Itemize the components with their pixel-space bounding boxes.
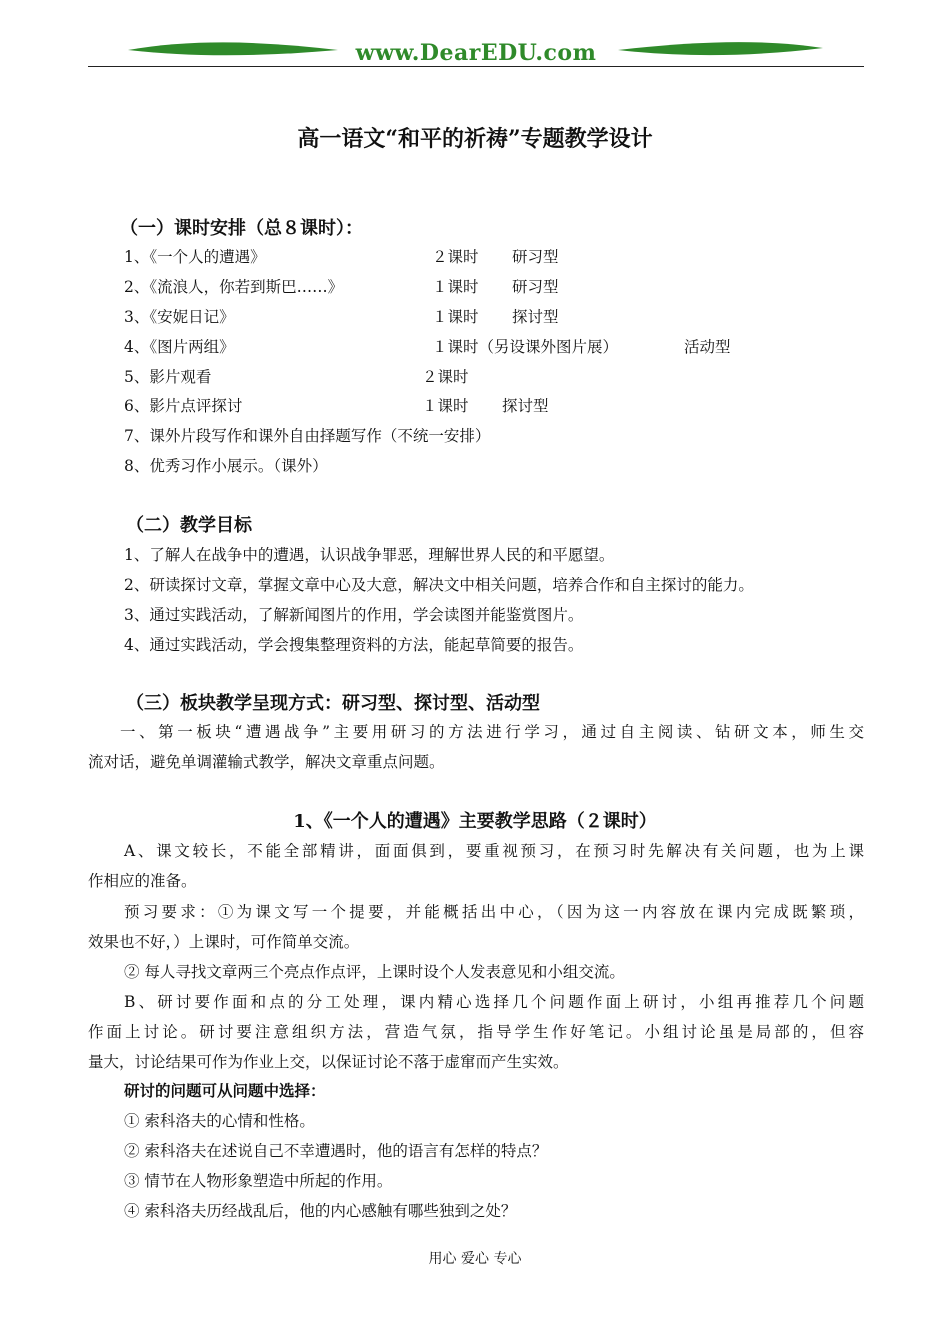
schedule-row-2-hours: １课时: [432, 278, 479, 296]
question-1: ① 索科洛夫的心情和性格。: [124, 1112, 315, 1130]
goal-2: 2、研读探讨文章，掌握文章中心及大意，解决文中相关问题，培养合作和自主探讨的能力。: [124, 576, 754, 594]
section1-heading: （一）课时安排（总８课时）：: [120, 218, 363, 239]
lesson1-a-line2: 作相应的准备。: [88, 872, 197, 890]
lesson1-prep-line1: 预习要求：①为课文写一个提要，并能概括出中心，（因为这一内容放在课内完成既繁琐，: [124, 903, 864, 921]
schedule-row-6-hours: １课时: [422, 397, 469, 415]
section3-para-line1: 一、第一板块“遭遇战争”主要用研习的方法进行学习，通过自主阅读、钻研文本，师生交: [120, 723, 864, 741]
page-footer: 用心 爱心 专心: [428, 1251, 522, 1267]
schedule-row-3-hours: １课时: [432, 308, 479, 326]
question-2: ② 索科洛夫在述说自己不幸遭遇时，他的语言有怎样的特点？: [124, 1142, 548, 1160]
schedule-row-5-hours: ２课时: [422, 368, 469, 386]
header-rule: [88, 66, 864, 67]
goal-3: 3、通过实践活动，了解新闻图片的作用，学会读图并能鉴赏图片。: [124, 606, 584, 624]
schedule-line-7: 7、课外片段写作和课外自由择题写作（不统一安排）: [124, 427, 491, 445]
schedule-row-1-hours: ２课时: [432, 248, 479, 266]
page-title: 高一语文“和平的祈祷”专题教学设计: [297, 126, 653, 152]
section3-heading: （三）板块教学呈现方式：研习型、探讨型、活动型: [126, 693, 540, 714]
schedule-row-2-type: 研习型: [512, 278, 559, 296]
questions-heading: 研讨的问题可从问题中选择：: [124, 1081, 326, 1100]
schedule-row-3-name: 3、《安妮日记》: [124, 308, 235, 326]
schedule-row-5-name: 5、影片观看: [124, 368, 212, 386]
schedule-row-6-name: 6、影片点评探讨: [124, 397, 243, 415]
lesson1-b-line1: B、研讨要作面和点的分工处理，课内精心选择几个问题作面上研讨，小组再推荐几个问题: [124, 993, 864, 1011]
lesson1-heading: 1、《一个人的遭遇》主要教学思路（２课时）: [293, 811, 657, 832]
schedule-row-1-name: 1、《一个人的遭遇》: [124, 248, 266, 266]
schedule-row-6-type: 探讨型: [502, 397, 549, 415]
schedule-row-4-hours: １课时（另设课外图片展）: [432, 338, 619, 356]
schedule-row-4-type: 活动型: [684, 338, 731, 356]
question-3: ③ 情节在人物形象塑造中所起的作用。: [124, 1172, 393, 1190]
section2-heading: （二）教学目标: [126, 515, 252, 536]
goal-4: 4、通过实践活动，学会搜集整理资料的方法，能起草简要的报告。: [124, 636, 584, 654]
goal-1: 1、了解人在战争中的遭遇，认识战争罪恶，理解世界人民的和平愿望。: [124, 546, 615, 564]
schedule-row-3-type: 探讨型: [512, 308, 559, 326]
lesson1-b-line3: 量大，讨论结果可作为作业上交，以保证讨论不落于虚窜而产生实效。: [88, 1053, 569, 1071]
schedule-row-1-type: 研习型: [512, 248, 559, 266]
lesson1-prep-line2: 效果也不好，）上课时，可作简单交流。: [88, 933, 360, 951]
lesson1-a-line1: A、课文较长，不能全部精讲，面面俱到，要重视预习，在预习时先解决有关问题，也为上课: [124, 842, 864, 860]
schedule-line-8: 8、优秀习作小展示。（课外）: [124, 457, 328, 475]
question-4: ④ 索科洛夫历经战乱后，他的内心感触有哪些独到之处？: [124, 1202, 517, 1220]
schedule-row-2-name: 2、《流浪人，你若到斯巴……》: [124, 278, 344, 296]
schedule-row-4-name: 4、《图片两组》: [124, 338, 235, 356]
section3-para-line2: 流对话，避免单调灌输式教学，解决文章重点问题。: [88, 753, 445, 771]
lesson1-prep-2: ② 每人寻找文章两三个亮点作点评，上课时设个人发表意见和小组交流。: [124, 963, 625, 981]
lesson1-b-line2: 作面上讨论。研讨要注意组织方法，营造气氛，指导学生作好笔记。小组讨论虽是局部的，但容: [88, 1023, 864, 1041]
logo-text: www.DearEDU.com: [355, 40, 597, 66]
